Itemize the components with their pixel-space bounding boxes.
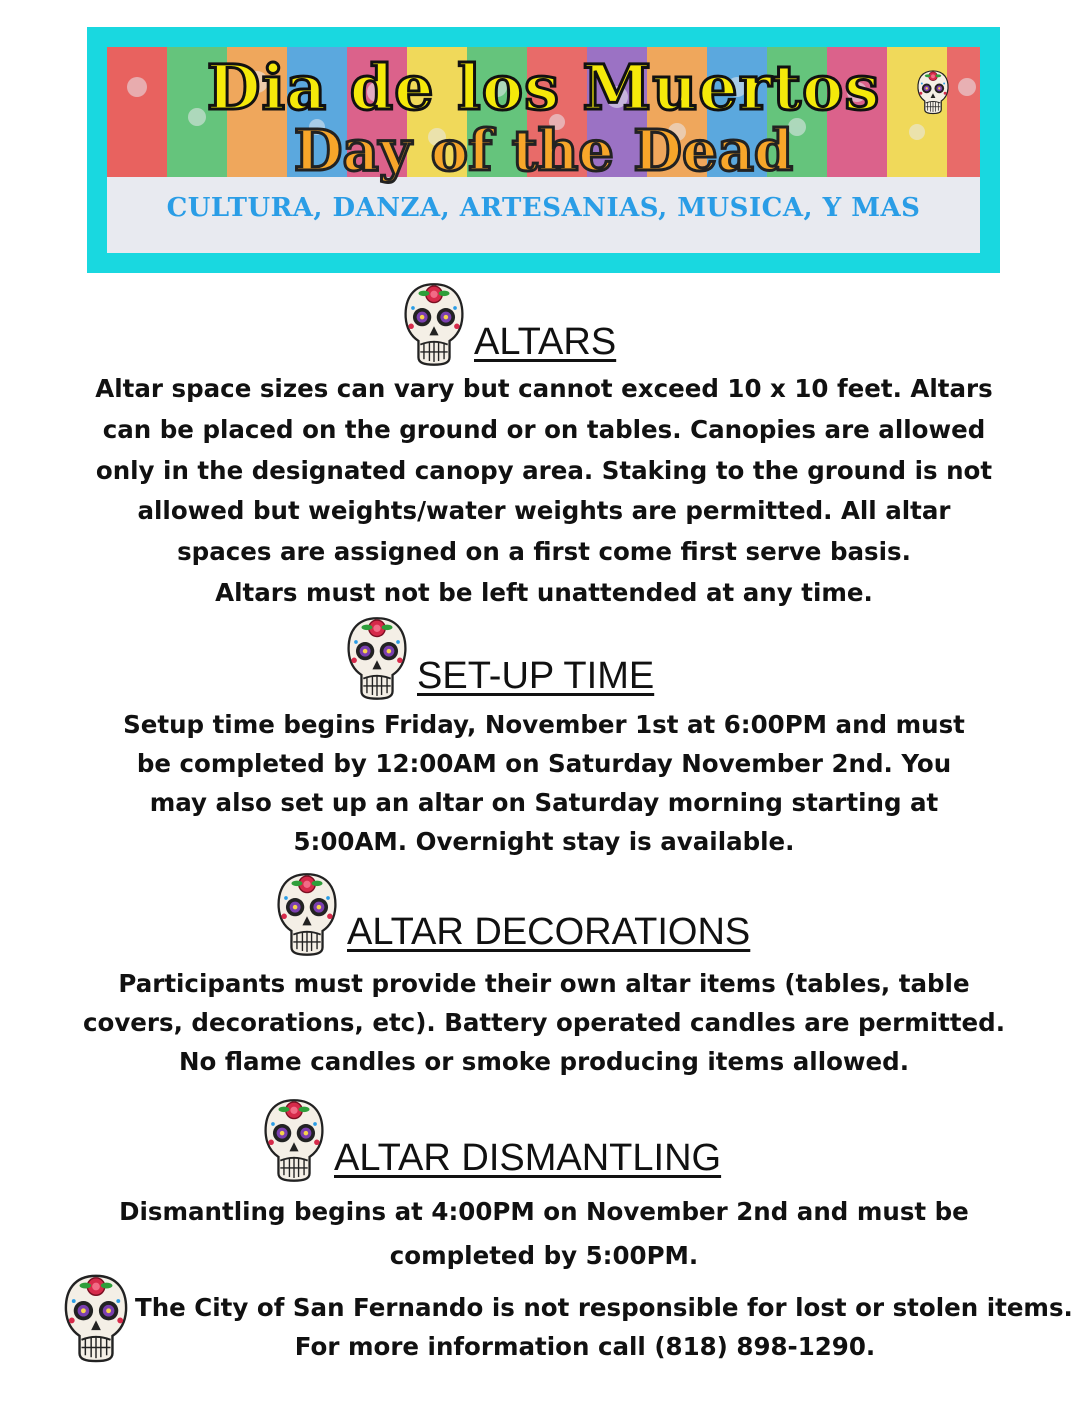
text-line: Dismantling begins at 4:00PM on November 2nd and must be — [119, 1197, 969, 1226]
text-line: Altar space sizes can vary but cannot exceed 10 x 10 feet. Altars — [95, 374, 993, 403]
text-line: be completed by 12:00AM on Saturday November 2nd. You — [136, 749, 952, 778]
text-line: spaces are assigned on a first come first serve basis. — [177, 537, 911, 567]
section-heading-altars — [402, 280, 616, 368]
text-line: allowed but weights/water weights are permitted. All altar — [137, 496, 951, 526]
footer-line: The City of San Fernando is not responsible for lost or stolen items. — [135, 1293, 1073, 1322]
text-line: No flame candles or smoke producing items allowed. — [178, 1047, 910, 1076]
section-title: ALTAR DECORATIONS — [347, 911, 751, 953]
text-line: can be placed on the ground or on tables. Canopies are allowed — [102, 414, 986, 444]
section-body-setup-time — [40, 705, 1048, 861]
footer-line: For more information call (818) 898-1290. — [294, 1332, 876, 1361]
section-body-altars — [40, 369, 1048, 614]
text-line: completed by 5:00PM. — [389, 1241, 699, 1270]
text-line: may also set up an altar on Saturday morning starting at — [149, 788, 939, 817]
event-banner — [87, 27, 1000, 273]
section-title: ALTAR DISMANTLING — [334, 1137, 722, 1179]
footer-note — [135, 1288, 1073, 1366]
banner-subtitle: Day of the Dead — [293, 118, 794, 184]
sugar-skull-icon — [402, 280, 466, 368]
banner-title: Dia de los Muertos — [206, 51, 881, 124]
sugar-skull-icon — [910, 69, 956, 115]
section-heading-setup-time — [345, 614, 654, 702]
text-line: only in the designated canopy area. Staking to the ground is not — [95, 455, 993, 485]
section-heading-altar-decorations — [275, 870, 750, 958]
text-line: Altars must not be left unattended at any time. — [215, 577, 873, 607]
section-title: SET-UP TIME — [417, 655, 655, 697]
section-body-altar-dismantling — [40, 1190, 1048, 1278]
section-body-altar-decorations — [40, 964, 1048, 1081]
sugar-skull-icon — [62, 1272, 130, 1364]
banner-artwork — [107, 47, 980, 253]
text-line: Setup time begins Friday, November 1st at 6:00PM and must — [123, 710, 965, 739]
text-line: 5:00AM. Overnight stay is available. — [293, 827, 795, 856]
text-line: Participants must provide their own altar items (tables, table — [118, 969, 970, 998]
sugar-skull-icon — [275, 870, 339, 958]
section-title: ALTARS — [474, 321, 617, 363]
sugar-skull-icon — [262, 1096, 326, 1184]
section-heading-altar-dismantling — [262, 1096, 721, 1184]
sugar-skull-icon — [345, 614, 409, 702]
text-line: covers, decorations, etc). Battery operated candles are permitted. — [82, 1008, 1006, 1037]
banner-tagline: CULTURA, DANZA, ARTESANIAS, MUSICA, Y MAS — [166, 193, 921, 223]
